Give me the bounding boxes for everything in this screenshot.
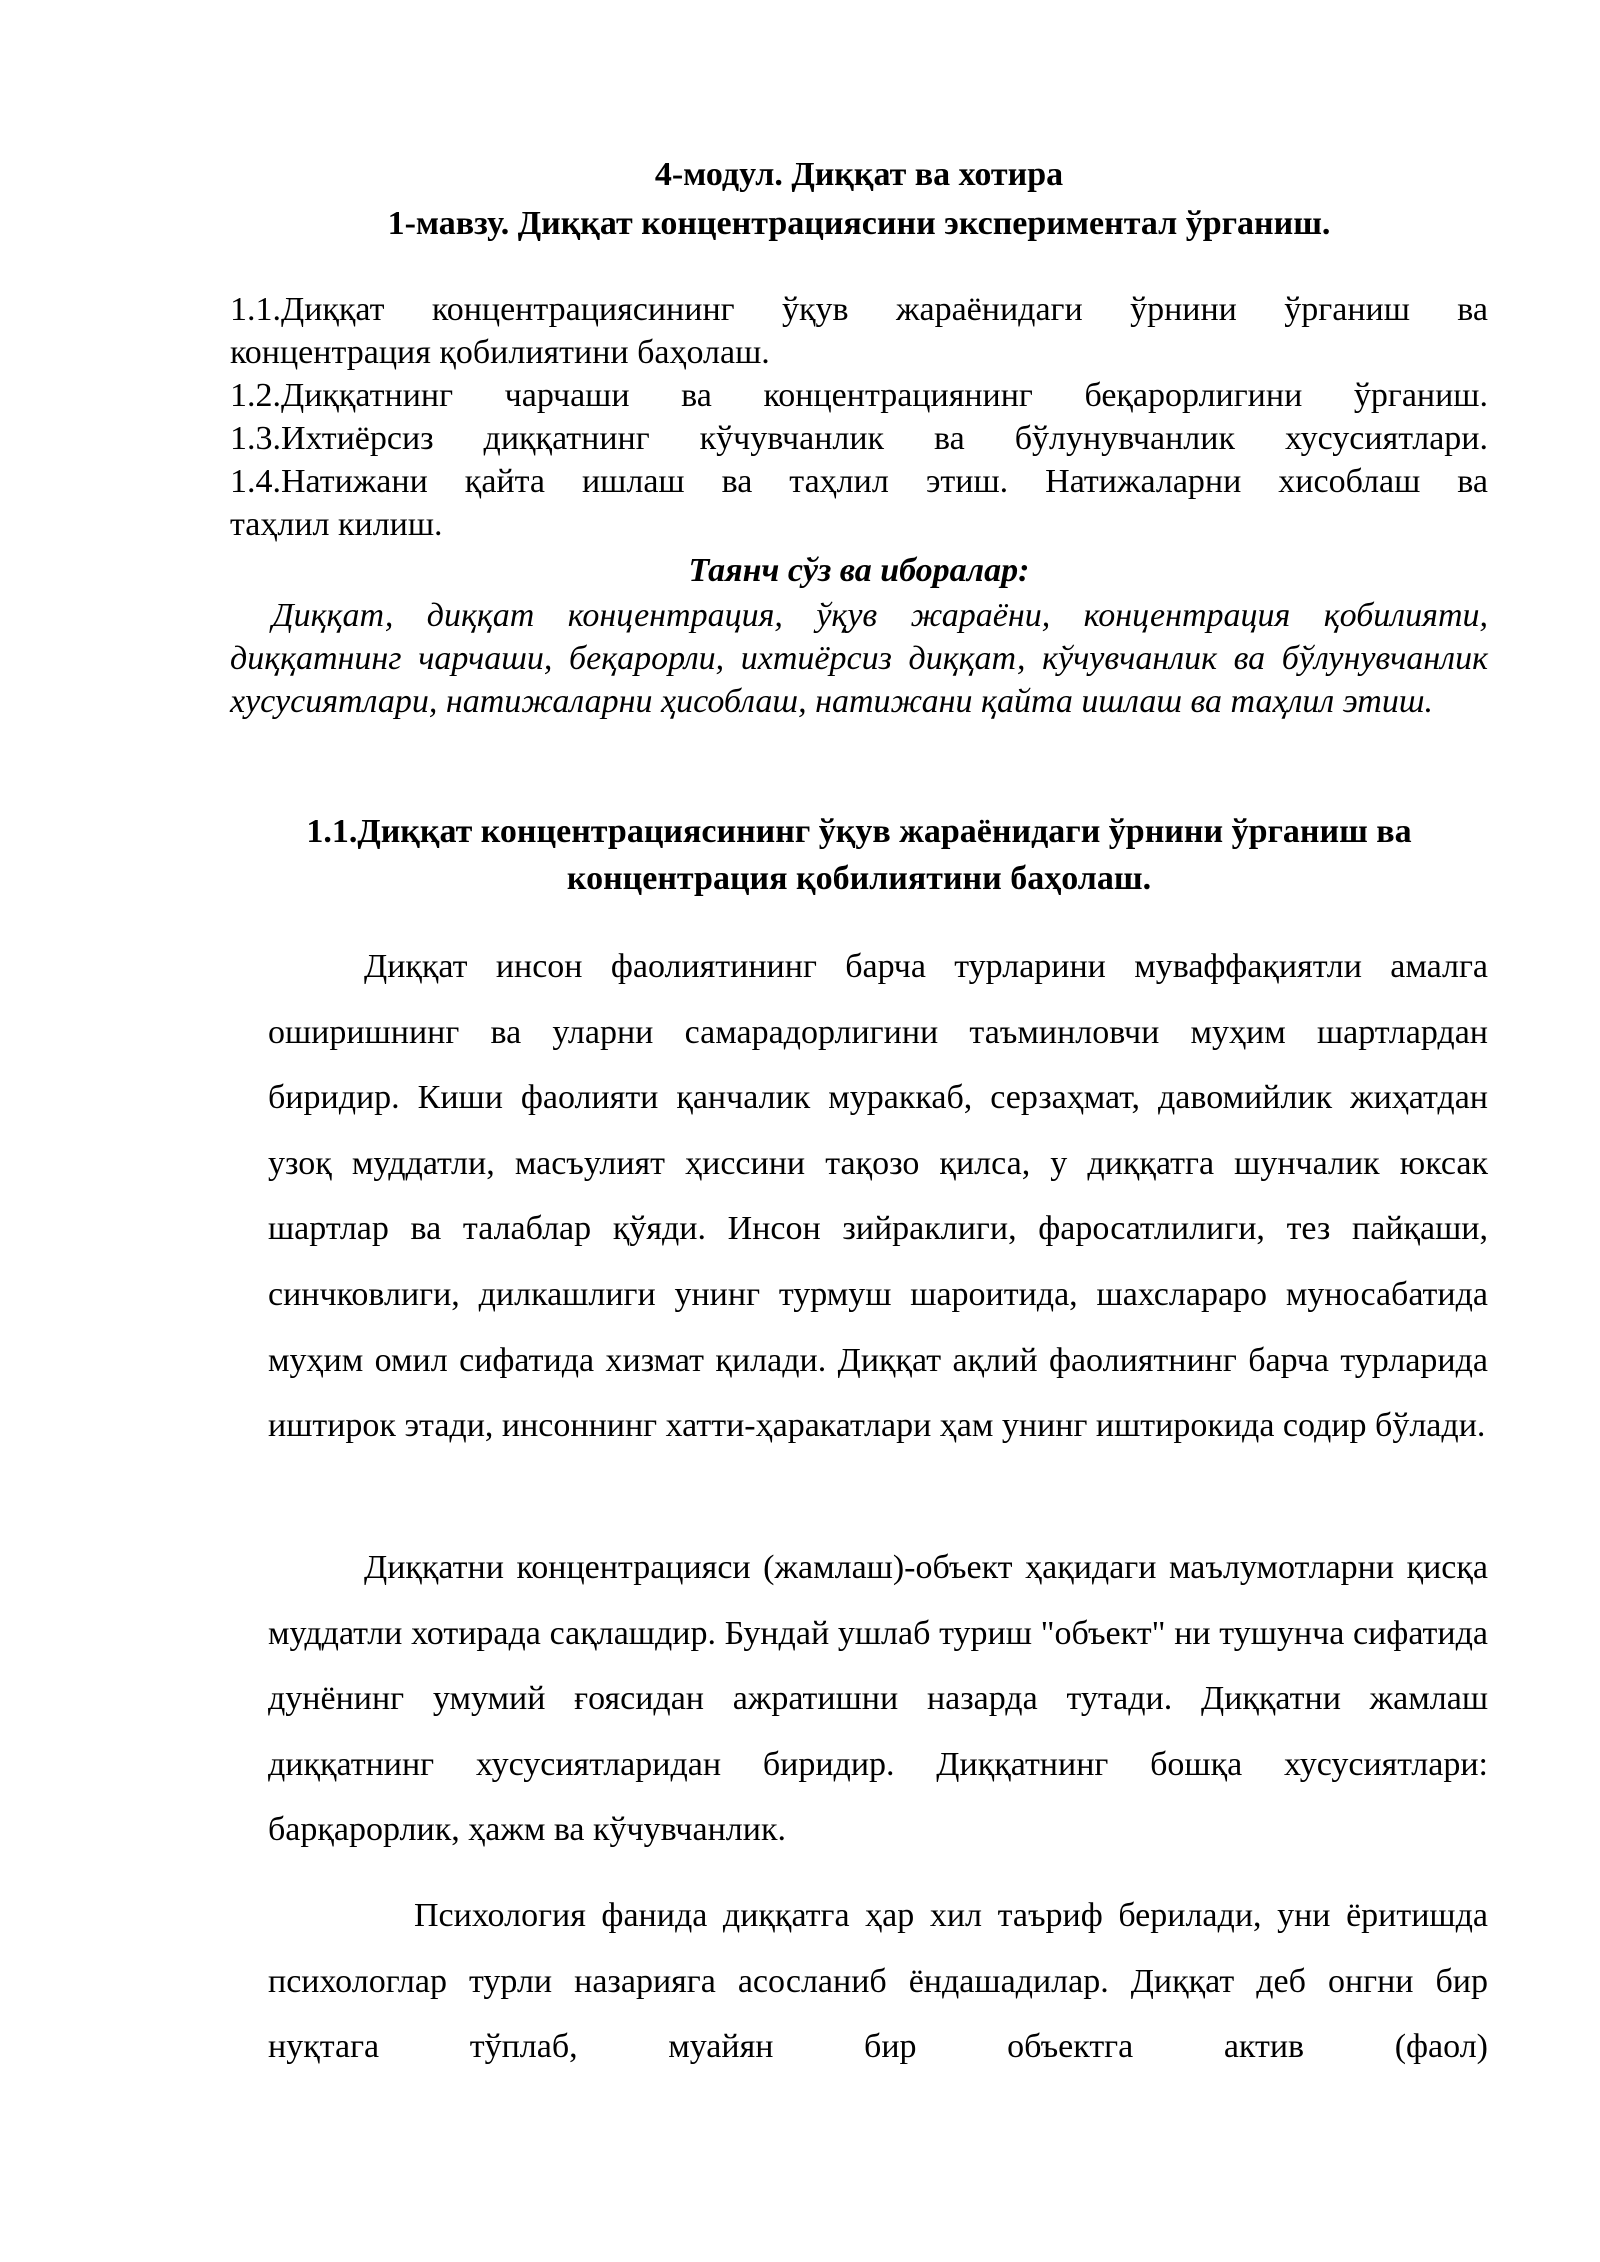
toc-line: концентрация қобилиятини баҳолаш. [230, 334, 770, 371]
topic-title: 1-мавзу. Диққат концентрациясини экспериментал ўрганиш. [387, 205, 1331, 242]
keywords-text: Диққат, диққат концентрация, ўқув жараёни, концентрация қобилияти, диққатнинг чарчаши, беқарорли, ихтиёрсиз диққат, кўчувчанлик ва бўлунувчанлик хусусиятлари, натижаларни ҳисоблаш, натижани қайта ишлаш ва таҳлил этиш. [230, 597, 1488, 720]
title-block [230, 150, 1488, 248]
module-title: 4-модул. Диққат ва хотира [654, 156, 1064, 193]
toc-line: таҳлил килиш. [230, 506, 443, 543]
section-heading [230, 808, 1488, 902]
toc-line: 1.2.Диққатнинг чарчаши ва концентрациянинг беқарорлигини ўрганиш. [230, 377, 1488, 414]
body-paragraph: Психология фанида диққатга ҳар хил таъриф берилади, уни ёритишда психологлар турли назарияга асосланиб ёндашадилар. Диққат деб онгни бир нуқтага тўплаб, муайян бир объектга актив (фаол) [268, 1897, 1488, 2066]
section-heading-line: 1.1.Диққат концентрациясининг ўқув жараёнидаги ўрнини ўрганиш ва [306, 813, 1412, 850]
toc-line: 1.3.Ихтиёрсиз диққатнинг кўчувчанлик ва бўлунувчанлик хусусиятлари. [230, 420, 1488, 457]
toc-line: 1.4.Натижани қайта ишлаш ва таҳлил этиш. Натижаларни хисоблаш ва [230, 463, 1488, 500]
section-heading-line: концентрация қобилиятини баҳолаш. [566, 860, 1152, 897]
body-paragraph: Диққат инсон фаолиятининг барча турларини муваффақиятли амалга оширишнинг ва уларни самарадорлигини таъминловчи муҳим шартлардан биридир. Киши фаолияти қанчалик мураккаб, серзаҳмат, давомийлик жиҳатдан узоқ муддатли, масъулият ҳиссини тақозо қилса, у диққатга шунчалик юксак шартлар ва талаблар қўяди. Инсон зийраклиги, фаросатлилиги, тез пайқаши, синчковлиги, дилкашлиги унинг турмуш шароитида, шахслараро муносабатида муҳим омил сифатида хизмат қилади. Диққат ақлий фаолиятнинг барча турларида иштирок этади, инсоннинг хатти-ҳаракатлари ҳам унинг иштирокида содир бўлади. [268, 948, 1488, 1445]
keywords-title: Таянч сўз ва иборалар: [688, 552, 1030, 589]
toc-line: 1.1.Диққат концентрациясининг ўқув жараёнидаги ўрнини ўрганиш ва [230, 291, 1488, 328]
body-paragraph: Диққатни концентрацияси (жамлаш)-объект ҳақидаги маълумотларни қисқа муддатли хотирада сақлашдир. Бундай ушлаб туриш "объект" ни тушунча сифатида дунёнинг умумий ғоясидан ажратишни назарда тутади. Диққатни жамлаш диққатнинг хусусиятларидан биридир. Диққатнинг бошқа хусусиятлари: барқарорлик, ҳажм ва кўчувчанлик. [268, 1549, 1488, 1849]
table-of-contents [230, 288, 1488, 546]
